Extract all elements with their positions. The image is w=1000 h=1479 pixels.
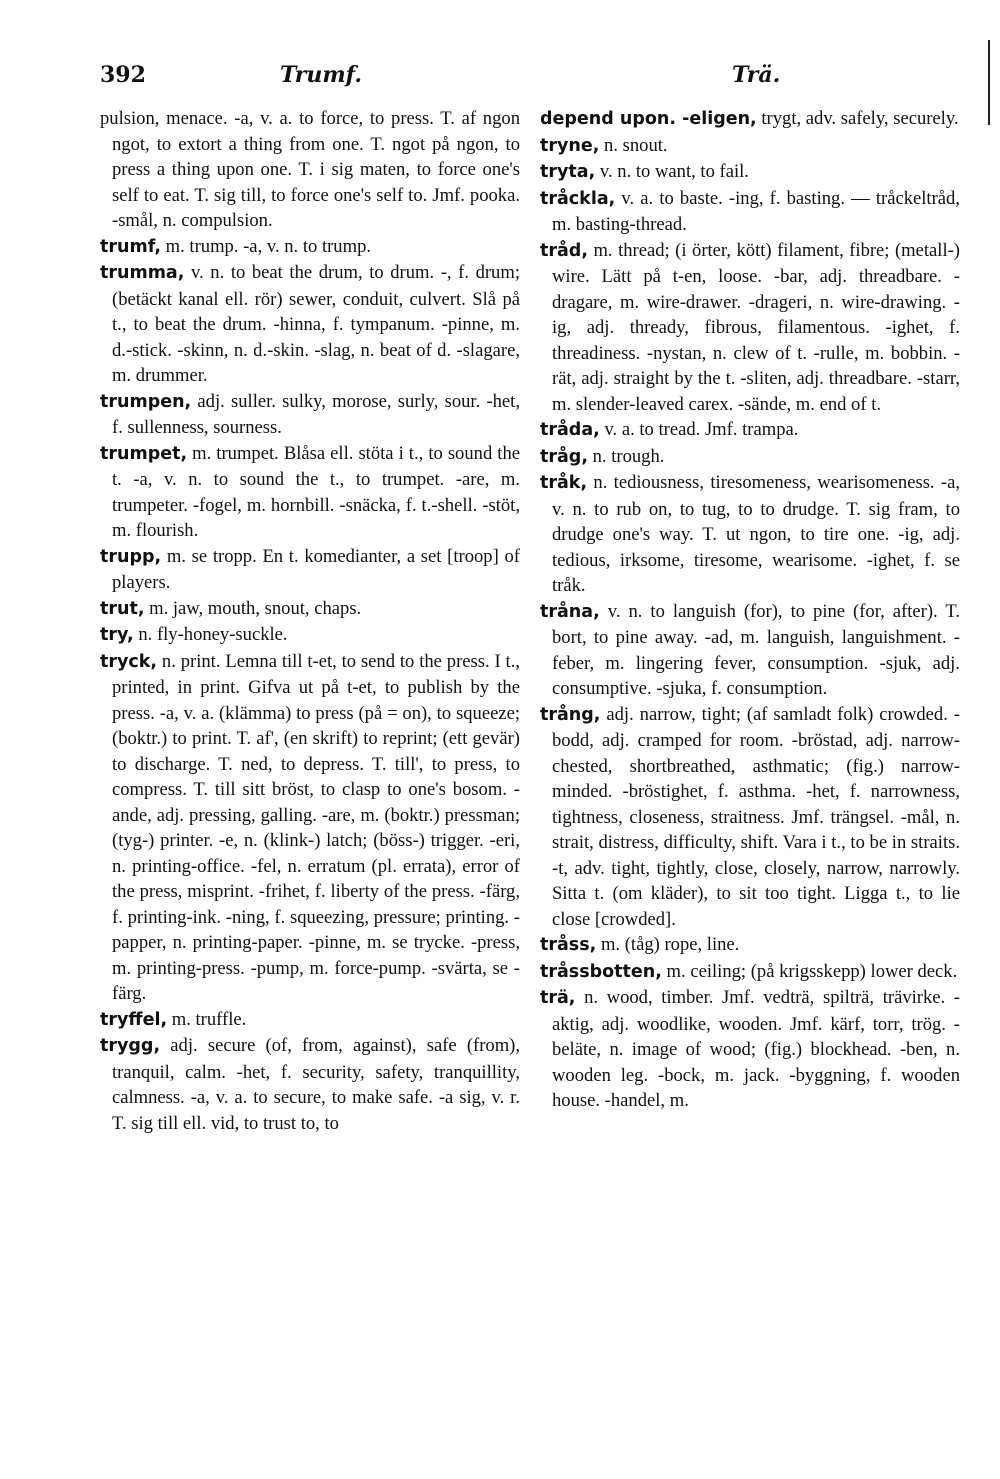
- dictionary-entry: tråk, n. tediousness, tiresomeness, wearisomeness. -a, v. n. to rub on, to tug, to to drudge. T. sig fram, to drudge one's way. T. ut ngon, to tire one. -ig, adj. tedious, irksome, tiresome, wearisome. -ighet, f. se tråk.: [540, 472, 960, 596]
- entry-headword: tryta,: [540, 162, 596, 182]
- page-number: 392: [100, 62, 146, 88]
- entry-headword: trut,: [100, 598, 145, 619]
- entry-headword: tråk,: [540, 473, 588, 493]
- dictionary-entry: trupp, m. se tropp. En t. komedianter, a set [troop] of players.: [100, 545, 520, 593]
- dictionary-entry: tryta, v. n. to want, to fail.: [540, 161, 749, 182]
- dictionary-entry: tråd, m. thread; (i örter, kött) filament, fibre; (metall-) wire. Lätt på t-en, loose. -bar, adj. threadbare. -dragare, m. wire-drawer. -drageri, n. wire-drawing. -ig, adj. thready, fibrous, filamentous. -ighet, f. threadiness. -nystan, n. clew of t. -rulle, m. bobbin. -rät, adj. straight by the t. -sliten, adj. threadbare. -starr, m. slender-leaved carex. -sände, m. end of t.: [540, 239, 960, 415]
- entry-headword: tråssbotten,: [540, 961, 662, 982]
- entry-headword: try,: [100, 625, 134, 645]
- dictionary-entry: tråckla, v. a. to baste. -ing, f. basting. — tråckeltråd, m. basting-thread.: [540, 187, 960, 235]
- dictionary-entry: pulsion, menace. -a, v. a. to force, to press. T. af ngon ngot, to extort a thing from one. T. ngot på ngon, to press a thing upon one. T. i sig maten, to force one's self to eat. T. sig till, to force one's self to. Jmf. pooka. -smål, n. compulsion.: [100, 108, 520, 231]
- dictionary-entry: trä, n. wood, timber. Jmf. vedträ, spilträ, trävirke. -aktig, adj. woodlike, wooden. Jmf. kärf, torr, trög. -beläte, n. image of wood; (fig.) blockhead. -ben, n. wooden leg. -bock, m. jack. -byggning, f. wooden house. -handel, m.: [540, 987, 960, 1111]
- dictionary-entry: tryffel, m. truffle.: [100, 1008, 247, 1030]
- entry-headword: trång,: [540, 704, 601, 725]
- dictionary-entry: trumpen, adj. suller. sulky, morose, surly, sour. -het, f. sullenness, sourness.: [100, 390, 520, 438]
- entry-headword: trumpen,: [100, 391, 192, 412]
- dictionary-entry: tråna, v. n. to languish (for), to pine (for, after). T. bort, to pine away. -ad, m. languish, languishment. -feber, m. lingering fever, consumption. -sjuk, adj. consumptive. -sjuka, f. consumption.: [540, 600, 960, 699]
- entry-headword: trygg,: [100, 1036, 161, 1056]
- entry-headword: tråg,: [540, 446, 588, 467]
- entry-headword: tryffel,: [100, 1009, 168, 1030]
- left-guide-word: Trumf.: [280, 62, 362, 88]
- entry-headword: tråckla,: [540, 188, 616, 209]
- entry-headword: tråda,: [540, 420, 600, 440]
- entry-headword: depend upon. -eligen,: [540, 109, 757, 129]
- dictionary-entry: try, n. fly-honey-suckle.: [100, 624, 288, 645]
- dictionary-entry: trumpet, m. trumpet. Blåsa ell. stöta i t., to sound the t. -a, v. n. to sound the t., to trumpet. -are, m. trumpeter. -fogel, m. hornbill. -snäcka, f. t.-shell. -stöt, m. flourish.: [100, 442, 520, 541]
- entry-headword: tråd,: [540, 240, 588, 261]
- dictionary-entry: tråss, m. (tåg) rope, line.: [540, 934, 740, 955]
- dictionary-entry: tråda, v. a. to tread. Jmf. trampa.: [540, 419, 799, 440]
- dictionary-entry: trång, adj. narrow, tight; (af samladt folk) crowded. -bodd, adj. cramped for room. -bröstad, adj. narrow-chested, shortbreathed, asthmatic; (fig.) narrow-minded. -bröstighet, f. asthma. -het, f. narrowness, tightness, closeness, straitness. Jmf. trängsel. -mål, n. strait, distress, difficulty, shift. Vara i t., to be in straits. -t, adv. tight, tightly, close, closely, narrow, narrowly. Sitta t. (om kläder), to sit too tight. Ligga t., to lie close [crowded].: [540, 703, 960, 930]
- dictionary-entry: trygg, adj. secure (of, from, against), safe (from), tranquil, calm. -het, f. security, safety, tranquillity, calmness. -a, v. a. to secure, to make safe. -a sig, v. r. T. sig till ell. vid, to trust to, to: [100, 1035, 520, 1134]
- dictionary-entry: tråg, n. trough.: [540, 445, 665, 467]
- entry-headword: tråna,: [540, 601, 600, 622]
- entry-headword: trä,: [540, 988, 576, 1008]
- dictionary-entry: trut, m. jaw, mouth, snout, chaps.: [100, 597, 362, 619]
- entry-headword: tryck,: [100, 651, 158, 672]
- entry-headword: tryne,: [540, 135, 600, 156]
- entry-headword: trumpet,: [100, 443, 188, 464]
- entry-headword: trumf,: [100, 236, 161, 257]
- dictionary-entry: tryck, n. print. Lemna till t-et, to send to the press. I t., printed, in print. Gifva ut på t-et, to publish by the press. -a, v. a. (klämma) to press (på = on), to squeeze; (boktr.) to print. T. af', (en skrift) to reprint; (ett gevär) to discharge. T. ned, to depress. T. till', to press, to compress. T. till sitt bröst, to clasp to one's bosom. -ande, adj. pressing, galling. -are, m. (boktr.) pressman; (tyg-) printer. -e, n. (klink-) latch; (böss-) trigger. -eri, n. printing-office. -fel, n. erratum (pl. errata), error of the press, misprint. -frihet, f. liberty of the press. -färg, f. printing-ink. -ning, f. squeezing, pressure; printing. -papper, n. printing-paper. -pinne, m. se trycke. -press, m. printing-press. -pump, m. force-pump. -svärta, se -färg.: [100, 650, 520, 1004]
- right-guide-word: Trä.: [732, 62, 781, 88]
- dictionary-entry: tryne, n. snout.: [540, 134, 668, 156]
- left-column: [100, 106, 520, 1136]
- entry-headword: trumma,: [100, 263, 185, 283]
- dictionary-entry: trumma, v. n. to beat the drum, to drum. -, f. drum; (betäckt kanal ell. rör) sewer, conduit, culvert. Slå på t., to beat the drum. -hinna, f. tympanum. -pinne, m. d.-stick. -skinn, n. d.-skin. -slag, n. beat of d. -slagare, m. drummer.: [100, 262, 520, 386]
- dictionary-entry: tråssbotten, m. ceiling; (på krigsskepp) lower deck.: [540, 960, 958, 982]
- dictionary-entry: trumf, m. trump. -a, v. n. to trump.: [100, 235, 372, 257]
- entry-headword: tråss,: [540, 935, 597, 955]
- page-header: [100, 62, 980, 96]
- dictionary-entry: depend upon. -eligen, trygt, adv. safely, securely.: [540, 108, 959, 129]
- entry-headword: trupp,: [100, 546, 162, 567]
- right-column: [540, 106, 960, 1114]
- scan-edge-rule: [988, 40, 990, 125]
